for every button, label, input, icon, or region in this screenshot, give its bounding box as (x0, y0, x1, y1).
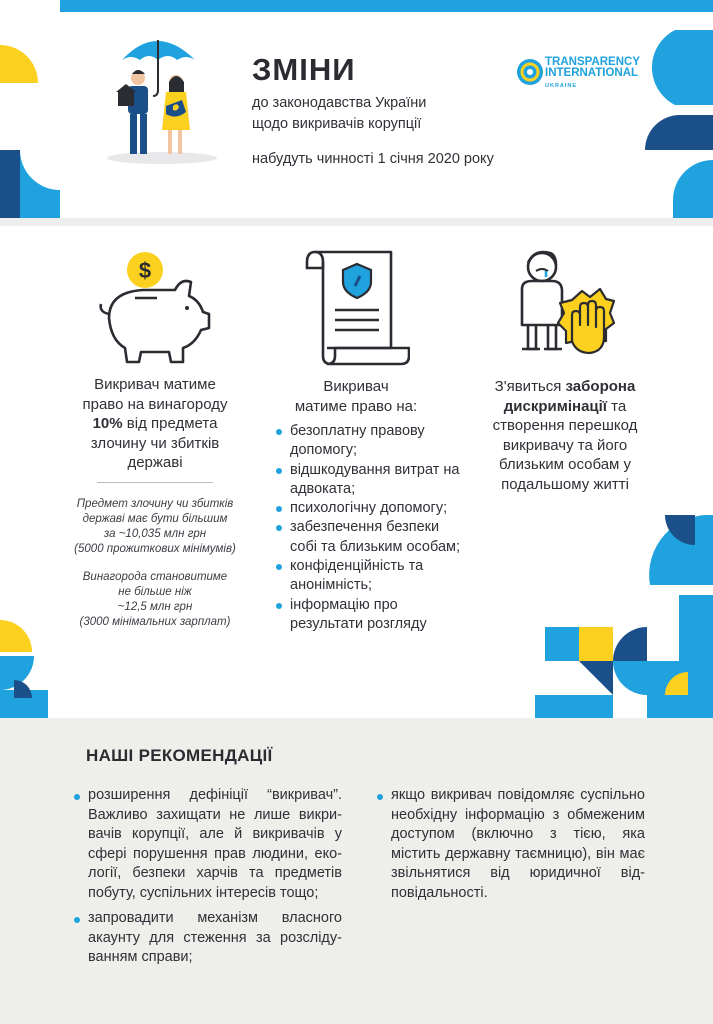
list-item: забезпечення безпеки собі та близьким особам; (276, 518, 466, 557)
header-section (0, 0, 713, 218)
left-decoration (0, 0, 60, 218)
stop-discrimination-icon (510, 245, 615, 370)
recommendations-right-list (377, 786, 645, 909)
col3-bold-1: заборона (565, 378, 636, 395)
logo-line-1: TRANSPARENCY (545, 56, 640, 68)
col3-line-4: викривачу та його (502, 436, 628, 454)
recommendations-title: НАШІ РЕКОМЕНДАЦІЇ (86, 746, 273, 765)
col3-line-5: близьким особам у (498, 456, 632, 473)
umbrella-family-icon (100, 30, 225, 175)
bullet-icon (276, 429, 282, 435)
col1-line-5: державі (127, 454, 183, 471)
piggy-bank-icon (95, 248, 215, 368)
col1-line-3: від предмета (122, 415, 218, 432)
bullet-icon (377, 794, 383, 800)
bullet-icon (74, 794, 80, 800)
list-item: якщо викривач повідомляє суспільно необхідну інформацію з обмеженим доступом (включно з тією, яка містить державну таємницю), він має звільнятися від юридичної відповідальності. (377, 786, 645, 903)
list-item: безоплатну правову допомогу; (276, 422, 466, 461)
col1-line-2: право на винагороду (82, 395, 228, 413)
column2-intro (266, 377, 446, 416)
ti-logo (545, 57, 640, 92)
bullet-icon (276, 468, 282, 474)
col3-line-6: подальшому житті (501, 475, 629, 493)
svg-text:$: $ (138, 258, 152, 283)
column1-note-2 (55, 570, 255, 630)
ti-logo-icon (516, 58, 544, 86)
column1-divider (97, 482, 213, 483)
note2-line-3: ~12,5 млн грн (117, 601, 193, 613)
document-shield-icon (305, 248, 410, 368)
col3-suffix: та (607, 397, 627, 415)
page-title: ЗМІНИ (252, 52, 356, 87)
bullet-icon (276, 564, 282, 570)
note1-line-1: Предмет злочину чи збитків (76, 498, 234, 510)
bullet-icon (276, 525, 282, 531)
left-mosaic-decoration (0, 620, 48, 718)
recommendations-left-list (74, 786, 342, 974)
list-item: конфіденційність та анонімність; (276, 557, 466, 596)
column3-text (470, 377, 660, 494)
rights-list (276, 422, 466, 634)
list-item: відшкодування витрат на адвоката; (276, 461, 466, 500)
subtitle-line-2: щодо викривачів корупції (252, 116, 422, 132)
note2-line-1: Винагорода становитиме (82, 571, 228, 583)
col3-line-3: створення перешкод (492, 417, 638, 434)
note2-line-2: не більше ніж (118, 586, 192, 598)
bullet-icon (276, 603, 282, 609)
right-mosaic-decoration (535, 515, 713, 718)
bullet-icon (276, 506, 282, 512)
logo-line-3: UKRAINE (545, 83, 578, 89)
list-item: запровадити механізм власного акаунту для стеження за розслідуванням справи; (74, 909, 342, 968)
col1-line-1: Викривач матиме (94, 376, 216, 393)
note1-line-3: за ~10,035 млн грн (103, 528, 207, 540)
column1-note-1 (55, 497, 255, 557)
list-item: розширення дефініції “викривач”. Важливо захищати не лише викривачів корупції, але й викривачів у сфері порушення прав людини, екології, безпеки харчів та предметів побуту, суспільних інтересів тощо; (74, 786, 342, 903)
effective-date: набудуть чинності 1 січня 2020 року (252, 151, 494, 167)
column1-main-text (60, 375, 250, 473)
col1-percent: 10% (92, 415, 123, 432)
note1-line-2: державі має бути більшим (82, 513, 228, 525)
top-stripe (60, 0, 713, 12)
note1-line-4: (5000 прожиткових мінімумів) (74, 543, 236, 555)
list-item: психологічну допомогу; (276, 499, 466, 518)
col2-intro-line-2: матиме право на: (294, 397, 418, 415)
note2-line-4: (3000 мінімальних зарплат) (79, 616, 231, 628)
col3-prefix: З'явиться (494, 378, 566, 395)
list-item: інформацію про результати розгляду (276, 596, 466, 635)
col3-bold-2: дискримінації (503, 397, 608, 415)
bullet-icon (74, 917, 80, 923)
col1-line-4: злочину чи збитків (90, 434, 220, 452)
subtitle-line-1: до законодавства України (252, 95, 427, 111)
logo-line-2: INTERNATIONAL (545, 67, 639, 79)
col2-intro-line-1: Викривач (323, 378, 389, 395)
